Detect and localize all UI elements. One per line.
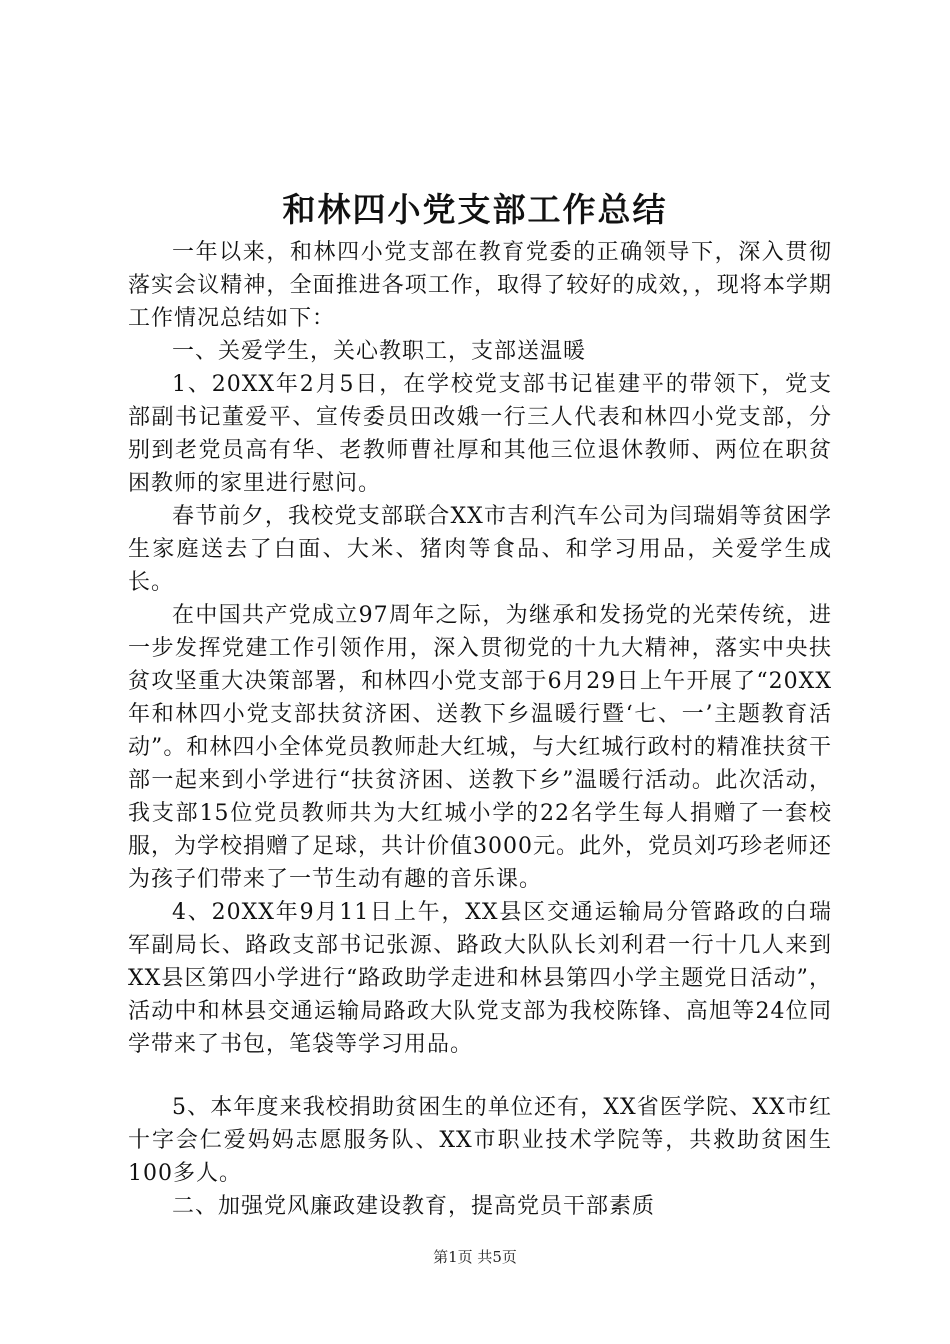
document-body <box>128 236 832 1223</box>
paragraph-party-anniversary: 在中国共产党成立97周年之际，为继承和发扬党的光荣传统，进一步发挥党建工作引领作用，深入贯彻党的十九大精神，落实中央扶贫攻坚重大决策部署，和林四小党支部于6月29日上午开展了“20XX年和林四小党支部扶贫济困、送教下乡温暖行暨‘七、一’主题教育活动”。和林四小全体党员教师赴大红城，与大红城行政村的精准扶贫干部一起来到小学进行“扶贫济困、送教下乡”温暖行活动。此次活动，我支部15位党员教师共为大红城小学的22名学生每人捐赠了一套校服，为学校捐赠了足球，共计价值3000元。此外，党员刘巧珍老师还为孩子们带来了一节生动有趣的音乐课。 <box>128 603 832 892</box>
paragraph-spring-festival: 春节前夕，我校党支部联合XX市吉利汽车公司为闫瑞娟等贫困学生家庭送去了白面、大米、猪肉等食品、和学习用品，关爱学生成长。 <box>128 504 832 595</box>
page-number-footer: 第1页 共5页 <box>433 1248 517 1266</box>
paragraph-item-5: 5、本年度来我校捐助贫困生的单位还有，XX省医学院、XX市红十字会仁爱妈妈志愿服务队、XX市职业技术学院等，共救助贫困生100多人。 <box>128 1095 832 1186</box>
section-heading-1: 一、关爱学生，关心教职工，支部送温暖 <box>172 339 587 364</box>
paragraph-item-1: 1、20XX年2月5日，在学校党支部书记崔建平的带领下，党支部副书记董爱平、宣传委员田改娥一行三人代表和林四小党支部，分别到老党员高有华、老教师曹社厚和其他三位退休教师、两位在职贫困教师的家里进行慰问。 <box>128 372 832 496</box>
section-heading-2: 二、加强党风廉政建设教育，提高党员干部素质 <box>172 1194 656 1219</box>
paragraph-intro: 一年以来，和林四小党支部在教育党委的正确领导下，深入贯彻落实会议精神，全面推进各项工作，取得了较好的成效，，现将本学期工作情况总结如下： <box>128 240 832 331</box>
document-title: 和林四小党支部工作总结 <box>282 190 668 229</box>
paragraph-item-4: 4、20XX年9月11日上午，XX县区交通运输局分管路政的白瑞军副局长、路政支部书记张源、路政大队队长刘利君一行十几人来到XX县区第四小学进行“路政助学走进和林县第四小学主题党日活动”，活动中和林县交通运输局路政大队党支部为我校陈锋、高旭等24位同学带来了书包，笔袋等学习用品。 <box>128 900 832 1057</box>
